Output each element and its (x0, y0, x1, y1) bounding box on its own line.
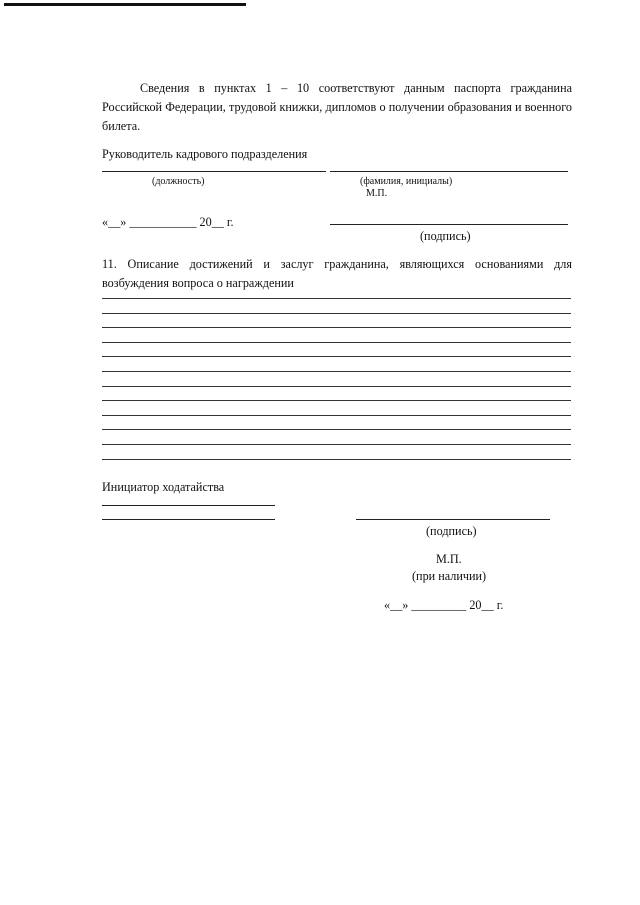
description-line[interactable] (102, 371, 571, 372)
top-rule (4, 3, 246, 6)
position-line[interactable] (102, 171, 326, 172)
description-line[interactable] (102, 298, 571, 299)
name-line[interactable] (330, 171, 568, 172)
initiator-date-month: _________ (411, 598, 467, 612)
description-line[interactable] (102, 386, 571, 387)
passport-data-statement: Сведения в пунктах 1 – 10 соответствуют данным паспорта гражданина Российской Федерации, трудовой книжки, дипломов о получении образования и военного билета. (102, 81, 572, 133)
description-lines[interactable] (102, 298, 571, 473)
initiator-title: Инициатор ходатайства (102, 480, 225, 494)
description-line[interactable] (102, 356, 571, 357)
hr-date-month: ___________ (129, 215, 197, 229)
initiator-stamp: М.П. (436, 552, 462, 566)
description-line[interactable] (102, 342, 571, 343)
description-line[interactable] (102, 415, 571, 416)
initiator-signature-line[interactable] (356, 519, 550, 520)
description-line[interactable] (102, 400, 571, 401)
description-line[interactable] (102, 327, 571, 328)
initiator-date (384, 597, 503, 613)
hr-signature-line[interactable] (330, 224, 568, 225)
hr-date-year: 20__ г. (199, 215, 234, 229)
initiator-line-2[interactable] (102, 519, 275, 520)
description-line[interactable] (102, 444, 571, 445)
hr-head-title: Руководитель кадрового подразделения (102, 147, 308, 161)
initiator-date-year: 20__ г. (469, 598, 504, 612)
initiator-stamp-note: (при наличии) (412, 569, 487, 583)
initiator-line-1[interactable] (102, 505, 275, 506)
stamp-label: М.П. (366, 188, 388, 199)
initiator-signature-caption: (подпись) (426, 524, 477, 538)
description-line[interactable] (102, 313, 571, 314)
initiator-date-day: «__» (384, 598, 409, 612)
name-caption: (фамилия, инициалы) (360, 176, 453, 187)
description-line[interactable] (102, 459, 571, 460)
hr-signature-caption: (подпись) (420, 229, 471, 243)
description-line[interactable] (102, 429, 571, 430)
position-caption: (должность) (152, 176, 205, 187)
hr-date (102, 214, 234, 230)
hr-date-day: «__» (102, 215, 127, 229)
item-11-text: 11. Описание достижений и заслуг гражданина, являющихся основаниями для возбуждения вопроса о награждении (102, 257, 572, 290)
